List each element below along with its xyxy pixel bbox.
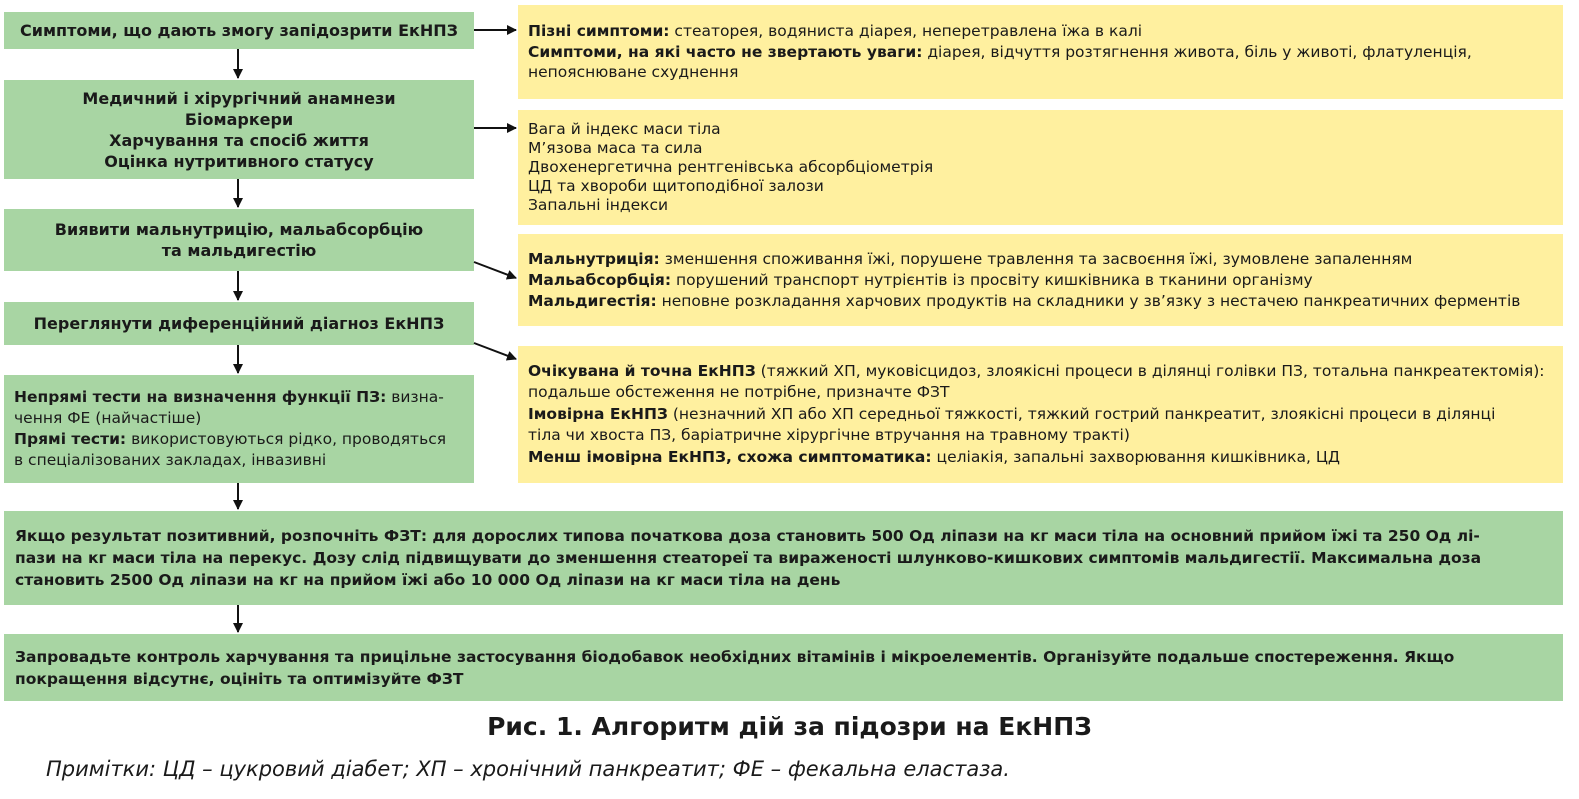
probable-epi-label: Імовірна ЕкНПЗ bbox=[528, 404, 668, 423]
direct-tests-line2: в спеціалізованих закладах, інвазивні bbox=[14, 451, 327, 469]
indirect-tests-text: визна- bbox=[386, 388, 444, 406]
maldigestion-text: неповне розкладання харчових продуктів на складники у зв’язку з нестачею панкреатичних ферментів bbox=[656, 291, 1521, 310]
probable-epi-text: (незначний ХП або ХП середньої тяжкості, тяжкий гострий панкреатит, злоякісні процеси в ділянці bbox=[667, 404, 1496, 423]
step-symptoms-text: Симптоми, що дають змогу запідозрити ЕкНПЗ bbox=[20, 21, 458, 40]
probable-epi-line2: тіла чи хвоста ПЗ, баріатричне хірургічне втручання на травному тракті) bbox=[528, 426, 1130, 445]
assessment-item: Вага й індекс маси тіла bbox=[528, 120, 721, 138]
assessment-item: ЦД та хвороби щитоподібної залози bbox=[528, 177, 824, 195]
detect-line: та мальдигестію bbox=[161, 241, 317, 260]
expected-epi-line2: подальше обстеження не потрібне, призначте ФЗТ bbox=[528, 383, 950, 402]
pert-line: становить 2500 Од ліпази на кг на прийом їжі або 10 000 Од ліпази на кг маси тіла на день bbox=[15, 571, 841, 589]
nutrition-line: Запровадьте контроль харчування та прицільне застосування біодобавок необхідних вітамінів і мікроелементів. Організуйте подальше спостереження. Якщо bbox=[15, 647, 1455, 666]
direct-tests-text: використовуються рідко, проводяться bbox=[126, 430, 447, 448]
differential-text: Переглянути диференційний діагноз ЕкНПЗ bbox=[33, 314, 445, 333]
figure-caption: Рис. 1. Алгоритм дій за підозри на ЕкНПЗ bbox=[487, 712, 1092, 741]
indirect-tests-line2: чення ФЕ (найчастіше) bbox=[14, 409, 202, 427]
figure-note: Примітки: ЦД – цукровий діабет; ХП – хронічний панкреатит; ФЕ – фекальна еластаза. bbox=[46, 757, 1010, 781]
maldigestion-label: Мальдигестія: bbox=[528, 291, 657, 310]
assessment-item: Запальні індекси bbox=[528, 196, 669, 214]
assessment-item: Двохенергетична рентгенівська абсорбціометрія bbox=[528, 158, 934, 176]
assessment-line: Харчування та спосіб життя bbox=[109, 130, 369, 150]
direct-tests-label: Прямі тести: bbox=[14, 430, 127, 448]
indirect-tests-label: Непрямі тести на визначення функції ПЗ: bbox=[14, 388, 387, 406]
overlooked-symptoms-line2: непояснюване схуднення bbox=[528, 63, 739, 82]
malabsorption-text: порушений транспорт нутрієнтів із просвіту кишківника в тканини організму bbox=[671, 270, 1313, 289]
late-symptoms-label: Пізні симптоми: bbox=[528, 22, 670, 41]
expected-epi-label: Очікувана й точна ЕкНПЗ bbox=[528, 361, 756, 380]
nutrition-line: покращення відсутнє, оцініть та оптимізуйте ФЗТ bbox=[15, 669, 464, 688]
assessment-line: Біомаркери bbox=[184, 109, 294, 129]
malabsorption-label: Мальабсорбція: bbox=[528, 270, 672, 289]
overlooked-symptoms-label: Симптоми, на які часто не звертають уваги: bbox=[528, 42, 923, 61]
less-likely-epi-text: целіакія, запальні захворювання кишківника, ЦД bbox=[931, 447, 1341, 466]
late-symptoms-text: стеаторея, водяниста діарея, неперетравлена їжа в калі bbox=[669, 22, 1143, 41]
pert-line: пази на кг маси тіла на перекус. Дозу слід підвищувати до зменшення стеатореї та вираженості шлунково-кишкових симптомів мальдигестії. Максимальна доза bbox=[15, 549, 1482, 567]
arrow-right-4 bbox=[474, 343, 516, 359]
malnutrition-label: Мальнутриція: bbox=[528, 249, 660, 268]
assessment-line: Оцінка нутритивного статусу bbox=[104, 151, 374, 171]
overlooked-symptoms-text: діарея, відчуття розтягнення живота, біль у животі, флатуленція, bbox=[922, 42, 1472, 61]
assessment-item: М’язова маса та сила bbox=[528, 139, 703, 157]
pert-line: Якщо результат позитивний, розпочніть ФЗТ: для дорослих типова початкова доза становить 500 Од ліпази на кг маси тіла на основний прийом їжі та 250 Од лі- bbox=[15, 527, 1480, 545]
detect-line: Виявити мальнутрицію, мальабсорбцію bbox=[54, 220, 424, 239]
less-likely-epi-label: Менш імовірна ЕкНПЗ, схожа симптоматика: bbox=[528, 447, 932, 466]
arrow-right-3 bbox=[474, 262, 516, 278]
expected-epi-text: (тяжкий ХП, муковісцидоз, злоякісні процеси в ділянці голівки ПЗ, тотальна панкреатектомія): bbox=[755, 361, 1545, 380]
assessment-line: Медичний і хірургічний анамнези bbox=[82, 88, 396, 108]
malnutrition-text: зменшення споживання їжі, порушене травлення та засвоєння їжі, зумовлене запаленням bbox=[659, 249, 1413, 268]
